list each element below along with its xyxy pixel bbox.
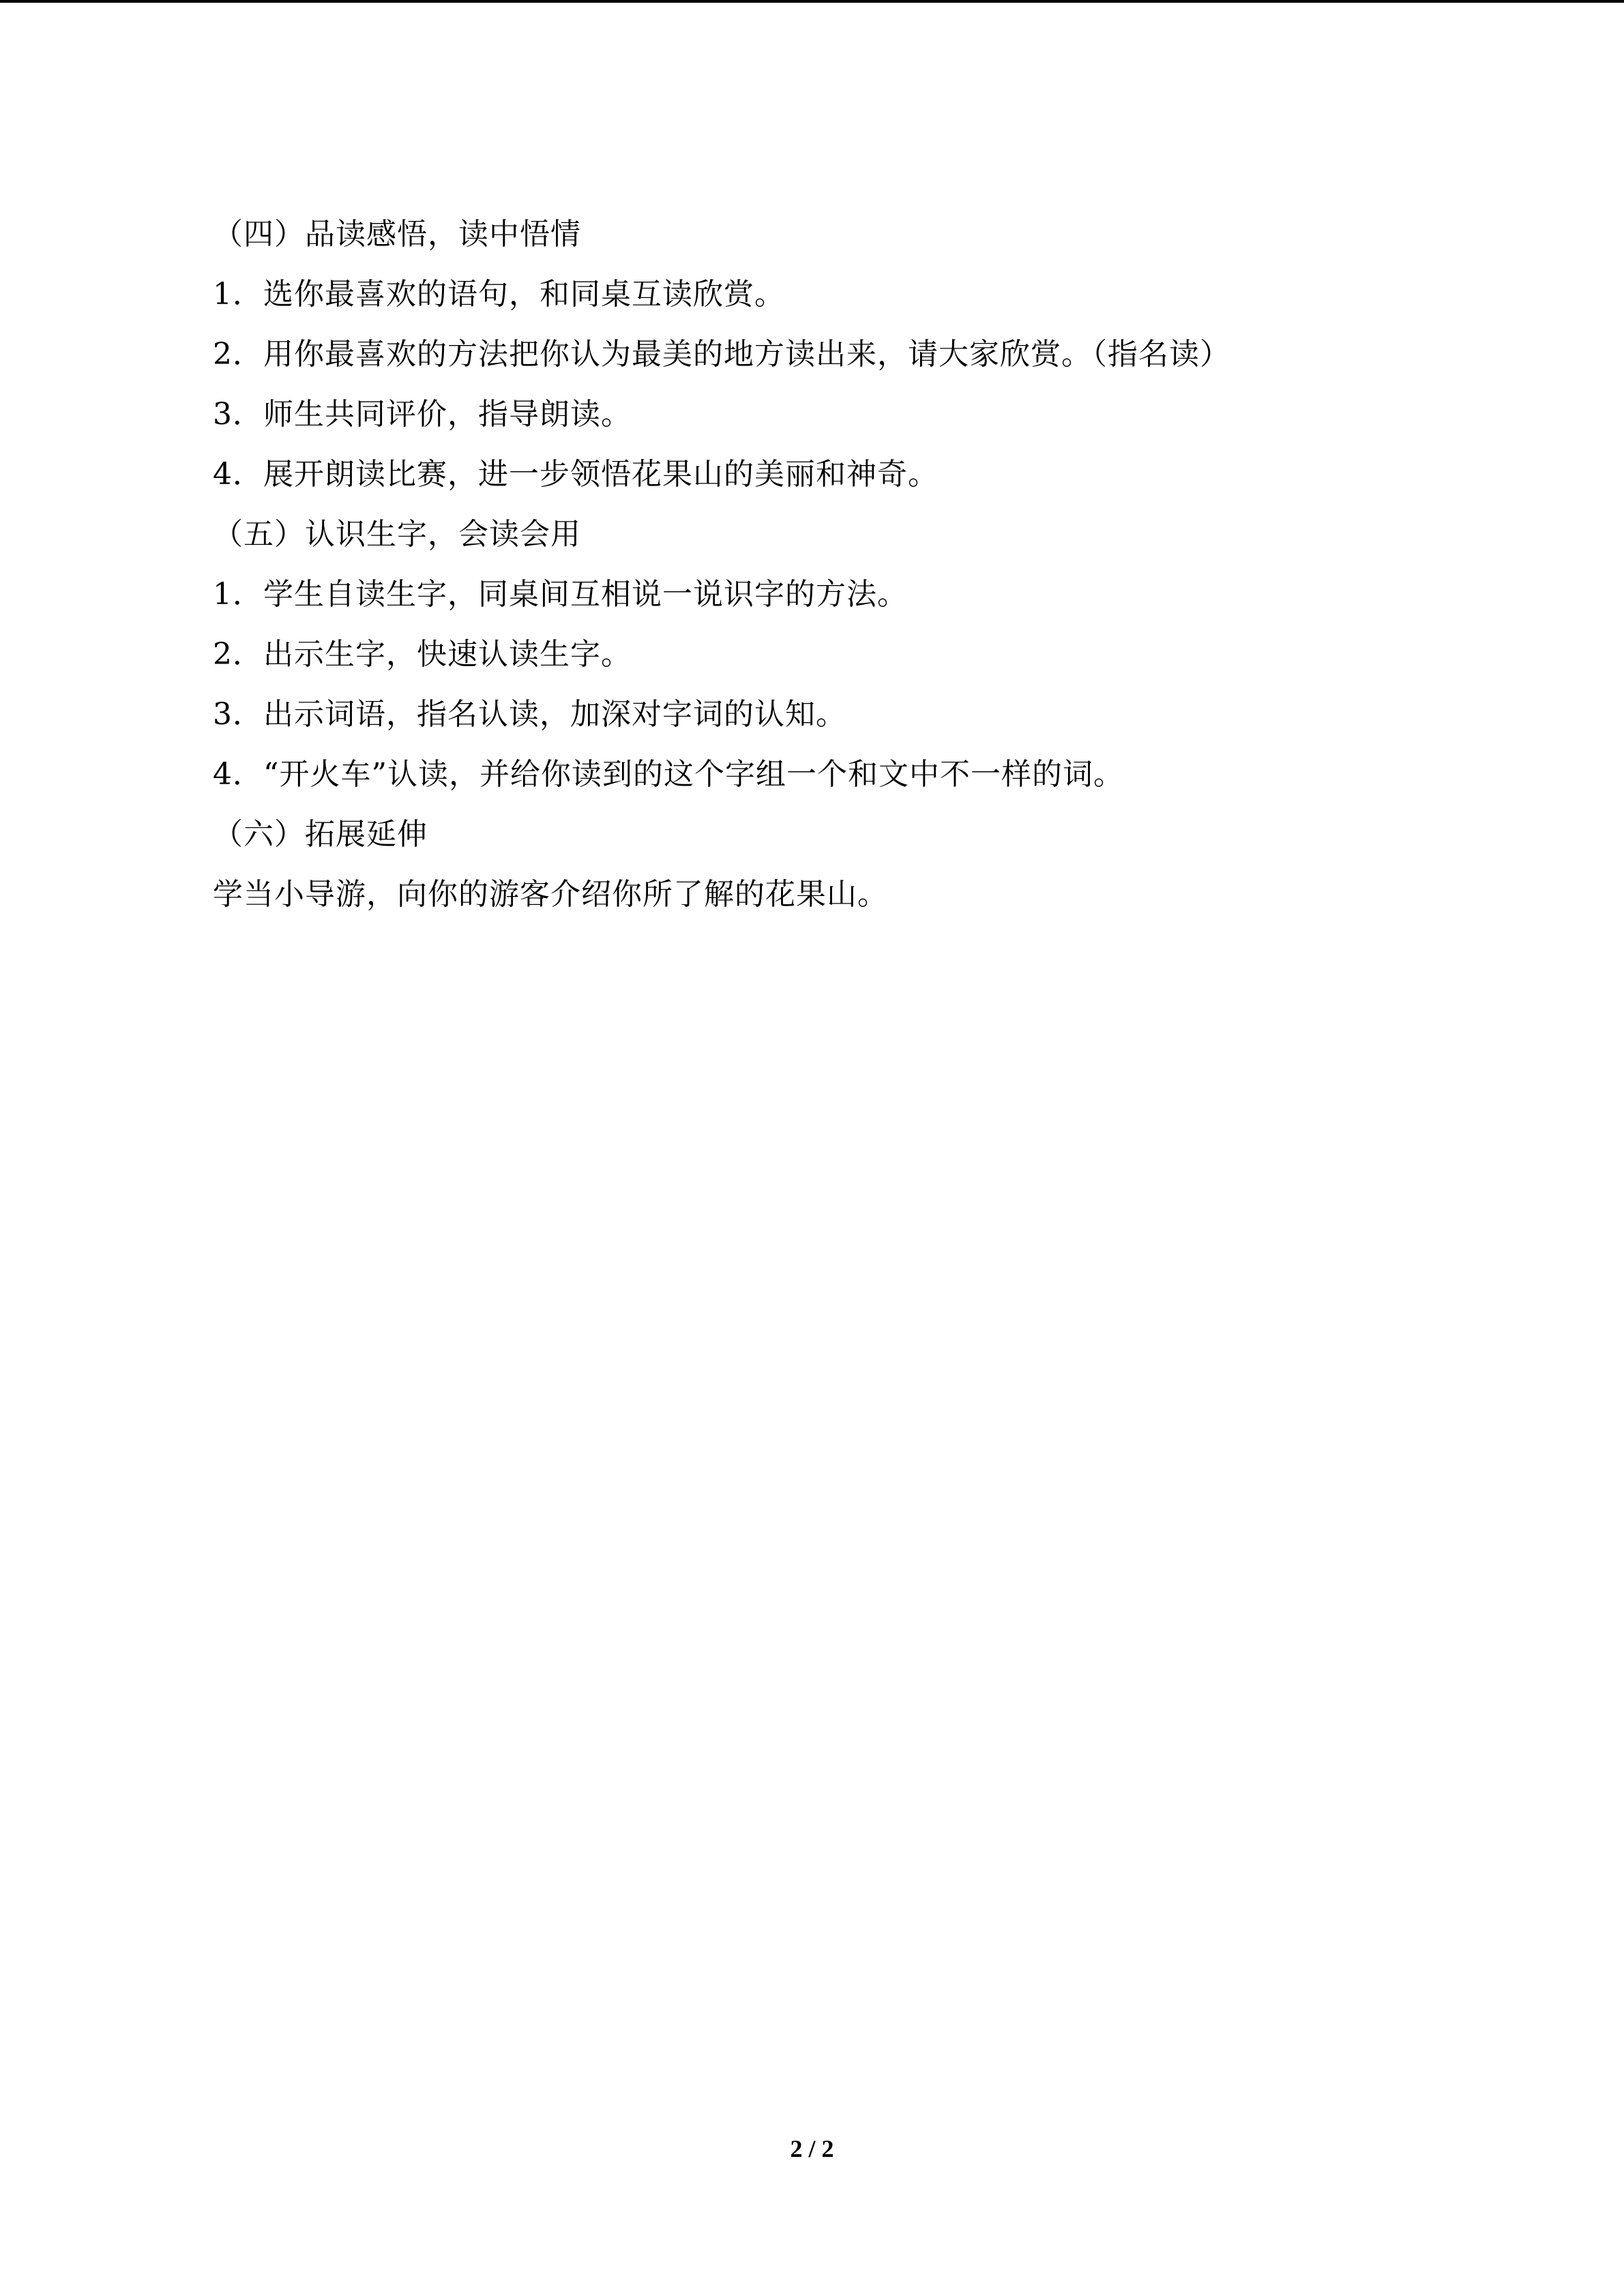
list-item: 3．出示词语，指名认读，加深对字词的认知。 bbox=[213, 697, 846, 732]
page-number: 2 / 2 bbox=[790, 2135, 834, 2162]
list-item: 4．展开朗读比赛，进一步领悟花果山的美丽和神奇。 bbox=[213, 457, 939, 492]
list-item: 2．出示生字，快速认读生字。 bbox=[213, 637, 632, 672]
document-body bbox=[213, 205, 1413, 925]
section-heading-5: （五）认识生字，会读会用 bbox=[213, 517, 581, 552]
page-top-border bbox=[0, 0, 1624, 3]
paragraph: 学当小导游，向你的游客介绍你所了解的花果山。 bbox=[213, 877, 888, 912]
list-item: 4．“开火车”认读，并给你读到的这个字组一个和文中不一样的词。 bbox=[213, 757, 1124, 792]
section-heading-4: （四）品读感悟，读中悟情 bbox=[213, 217, 581, 252]
list-item: 1．选你最喜欢的语句，和同桌互读欣赏。 bbox=[213, 277, 785, 312]
section-heading-6: （六）拓展延伸 bbox=[213, 817, 428, 852]
list-item: 3．师生共同评价，指导朗读。 bbox=[213, 397, 632, 432]
list-item: 2．用你最喜欢的方法把你认为最美的地方读出来，请大家欣赏。（指名读） bbox=[213, 337, 1230, 372]
list-item: 1．学生自读生字，同桌间互相说一说识字的方法。 bbox=[213, 577, 908, 612]
